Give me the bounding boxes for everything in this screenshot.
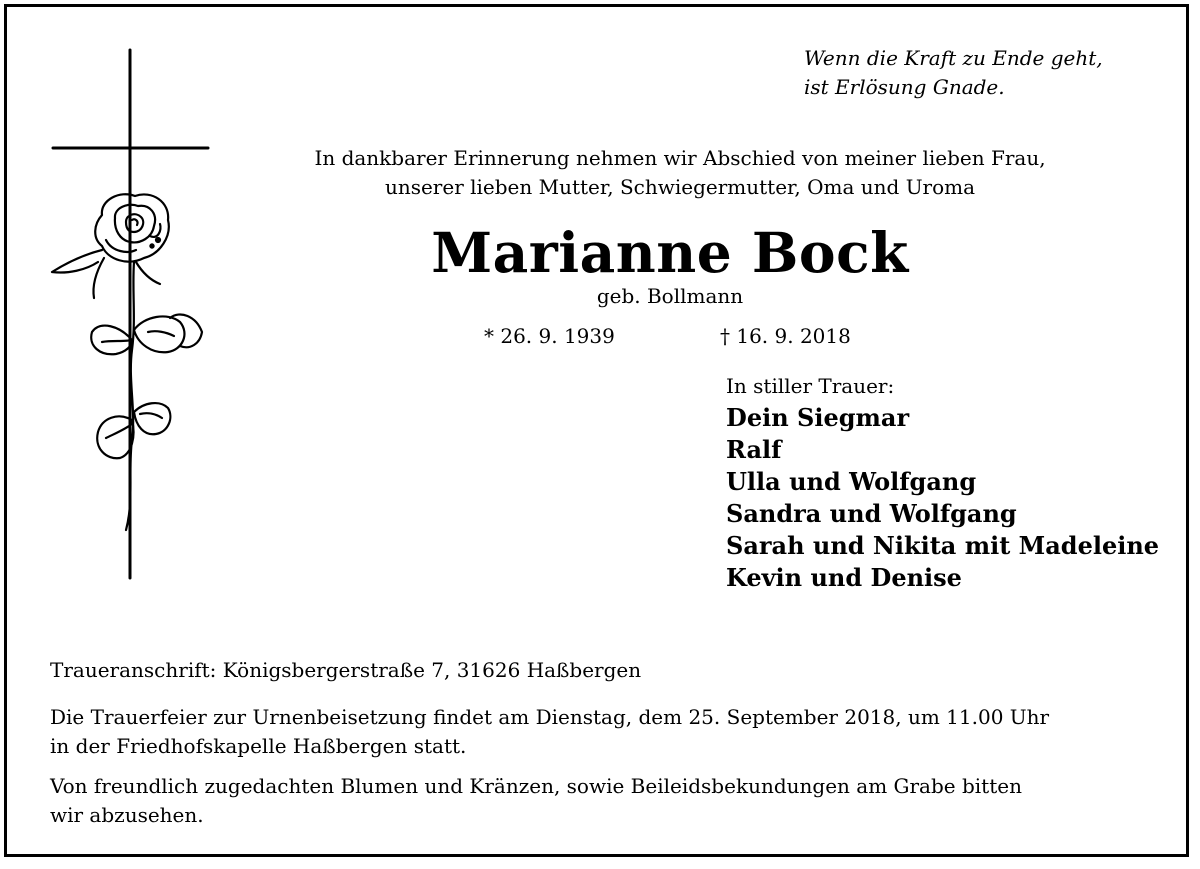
- death-date: † 16. 9. 2018: [720, 324, 851, 348]
- mourner-name: Ulla und Wolfgang: [726, 467, 977, 496]
- birth-date: * 26. 9. 1939: [484, 324, 615, 348]
- quote-line-2: ist Erlösung Gnade.: [804, 75, 1005, 99]
- maiden-name: geb. Bollmann: [596, 284, 744, 308]
- mourner-name: Ralf: [726, 435, 782, 464]
- ceremony-info: [50, 703, 1160, 761]
- ceremony-line-2: in der Friedhofskapelle Haßbergen statt.: [50, 734, 467, 758]
- mourner-name: Dein Siegmar: [726, 403, 910, 432]
- mourning-address: Traueranschrift: Königsbergerstraße 7, 31626 Haßbergen: [50, 658, 642, 682]
- ceremony-line-1: Die Trauerfeier zur Urnenbeisetzung findet am Dienstag, dem 25. September 2018, um 11.00 Uhr: [50, 705, 1050, 729]
- quote-line-1: Wenn die Kraft zu Ende geht,: [804, 46, 1103, 70]
- mourners-list: [726, 402, 1159, 594]
- mourner-name: Sandra und Wolfgang: [726, 499, 1017, 528]
- intro-line-1: In dankbarer Erinnerung nehmen wir Abschied von meiner lieben Frau,: [314, 146, 1046, 170]
- mourners-heading: In stiller Trauer:: [726, 374, 895, 398]
- intro-text: [200, 144, 1160, 202]
- request-line-2: wir abzusehen.: [50, 803, 204, 827]
- quote: [804, 44, 1103, 102]
- mourner-name: Sarah und Nikita mit Madeleine: [726, 531, 1160, 560]
- deceased-name: Marianne Bock: [431, 220, 909, 285]
- flowers-request: [50, 772, 1160, 830]
- intro-line-2: unserer lieben Mutter, Schwiegermutter, Oma und Uroma: [384, 175, 976, 199]
- mourner-name: Kevin und Denise: [726, 563, 962, 592]
- cross-with-rose-icon: [40, 40, 220, 585]
- request-line-1: Von freundlich zugedachten Blumen und Kränzen, sowie Beileidsbekundungen am Grabe bitten: [50, 774, 1022, 798]
- rose-drawing: [52, 194, 202, 530]
